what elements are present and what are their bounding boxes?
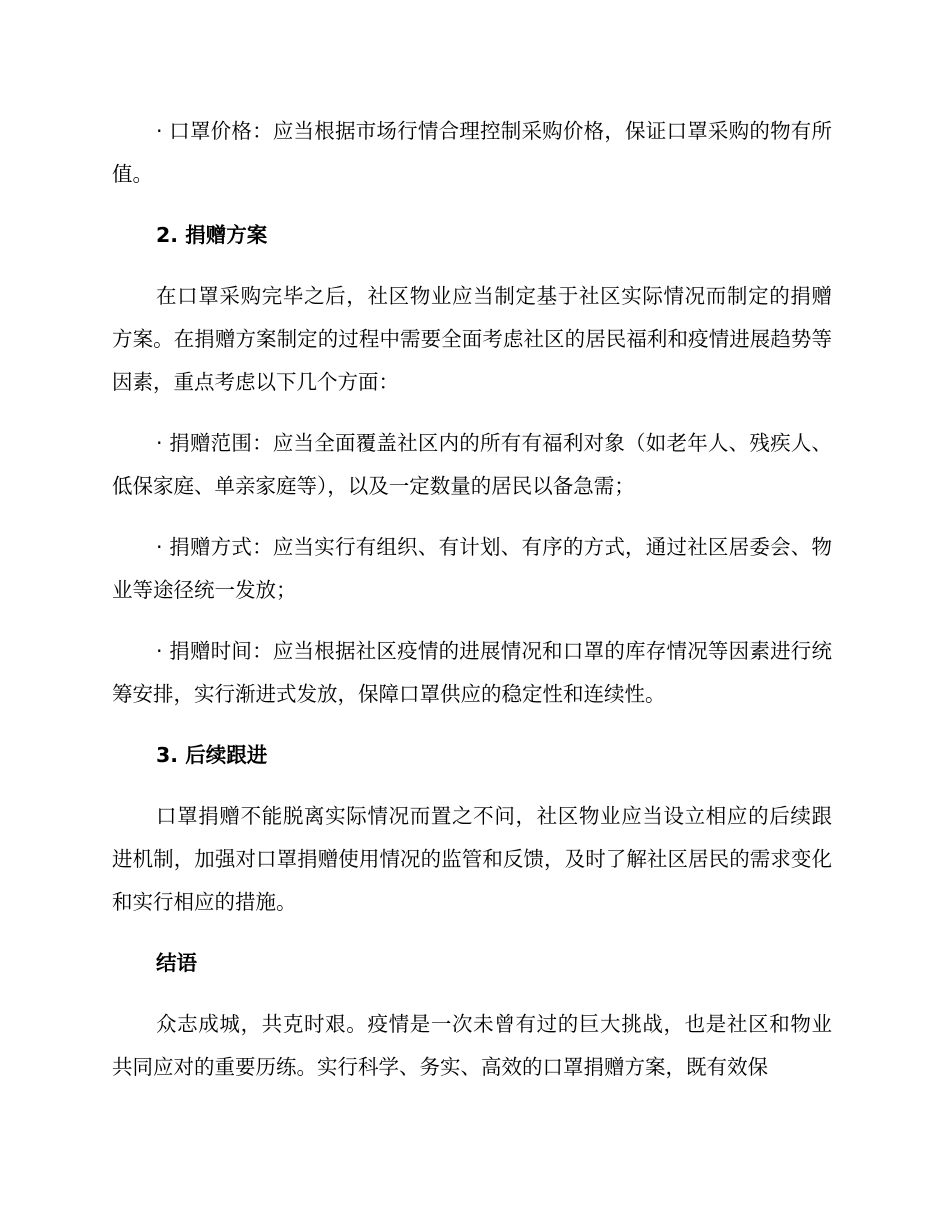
paragraph-conclusion: 众志成城，共克时艰。疫情是一次未曾有过的巨大挑战，也是社区和物业共同应对的重要历练。实行科学、务实、高效的口罩捐赠方案，既有效保 [112,1012,832,1079]
paragraph-follow-up: 口罩捐赠不能脱离实际情况而置之不问，社区物业应当设立相应的后续跟进机制，加强对口罩捐赠使用情况的监管和反馈，及时了解社区居民的需求变化和实行相应的措施。 [112,804,832,914]
bullet-mask-price: · 口罩价格：应当根据市场行情合理控制采购价格，保证口罩采购的物有所值。 [112,119,832,186]
section-heading-follow-up: 3. 后续跟进 [156,743,268,767]
document-body [112,110,832,1107]
paragraph-donation-plan-intro: 在口罩采购完毕之后，社区物业应当制定基于社区实际情况而制定的捐赠方案。在捐赠方案制定的过程中需要全面考虑社区的居民福利和疫情进展趋势等因素，重点考虑以下几个方面： [112,284,832,394]
bullet-donation-method: · 捐赠方式：应当实行有组织、有计划、有序的方式，通过社区居委会、物业等途径统一发放； [112,535,832,602]
section-heading-donation-plan: 2. 捐赠方案 [156,223,268,247]
bullet-donation-time: · 捐赠时间：应当根据社区疫情的进展情况和口罩的库存情况等因素进行统筹安排，实行渐进式发放，保障口罩供应的稳定性和连续性。 [112,639,832,706]
section-heading-conclusion: 结语 [156,951,197,975]
bullet-donation-scope: · 捐赠范围：应当全面覆盖社区内的所有有福利对象（如老年人、残疾人、低保家庭、单亲家庭等），以及一定数量的居民以备急需； [112,431,832,498]
